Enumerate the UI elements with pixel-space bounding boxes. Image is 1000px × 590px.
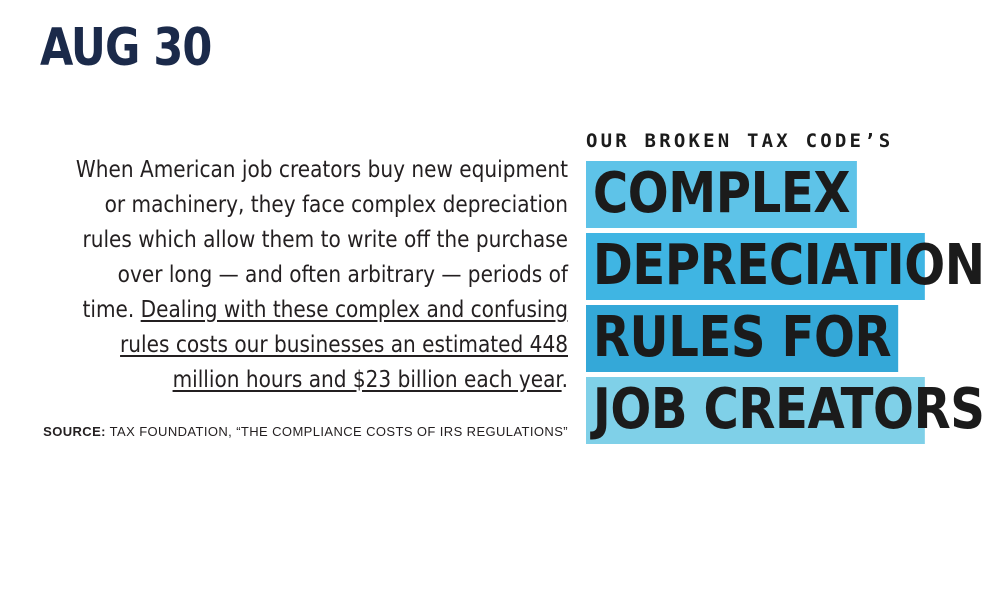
body-paragraph [63, 152, 568, 397]
headline-column [586, 130, 985, 449]
headline-line-1: COMPLEX [586, 161, 857, 228]
source-text: TAX FOUNDATION, “THE COMPLIANCE COSTS OF IRS REGULATIONS” [105, 423, 568, 439]
headline-line-4: JOB CREATORS [586, 377, 925, 444]
headline-line-2: DEPRECIATION [586, 233, 925, 300]
headline-line-3: RULES FOR [586, 305, 898, 372]
body-paragraph-plain: When American job creators buy new equipment or machinery, they face complex depreciation rules which allow them to write off the purchase over long — and often arbitrary — periods of time. [75, 154, 569, 323]
body-paragraph-end: . [561, 364, 568, 393]
body-paragraph-underlined: Dealing with these complex and confusing rules costs our businesses an estimated 448 million hours and $23 billion each year [120, 294, 569, 393]
source-label: SOURCE: [43, 423, 106, 439]
left-text-column [36, 128, 568, 441]
date-heading: AUG 30 [40, 18, 212, 78]
headline-kicker: OUR BROKEN TAX CODE’S [586, 130, 894, 152]
source-line [36, 423, 568, 441]
